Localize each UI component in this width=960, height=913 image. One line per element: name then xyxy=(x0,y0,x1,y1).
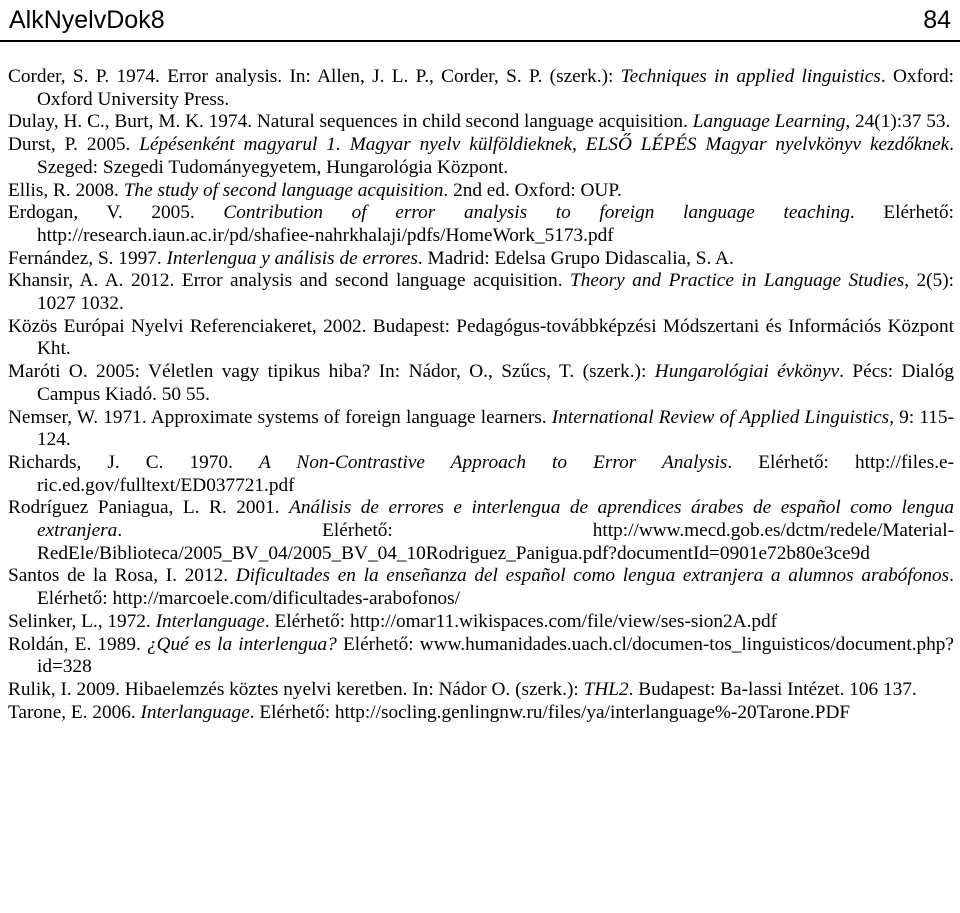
reference-text: , 24(1):37 53. xyxy=(845,111,951,133)
reference-text: Roldán, E. 1989. xyxy=(8,633,147,655)
reference-title-italic: Interlanguage xyxy=(140,701,250,723)
reference-entry xyxy=(8,634,954,679)
reference-title-italic: Interlanguage xyxy=(155,610,265,632)
reference-title-italic: International Review of Applied Linguistics xyxy=(551,406,890,428)
reference-text: . Elérhető: http://marcoele.com/dificultades-arabofonos/ xyxy=(37,565,954,610)
reference-entry xyxy=(8,202,954,247)
reference-text: Corder, S. P. 1974. Error analysis. In: Allen, J. L. P., Corder, S. P. (szerk.): xyxy=(8,66,621,87)
reference-text: Khansir, A. A. 2012. Error analysis and second language acquisition. xyxy=(8,270,571,292)
reference-text: , 2(5): 1027 1032. xyxy=(37,270,955,315)
reference-entry xyxy=(8,180,954,203)
reference-text: . Elérhető: http://files.e-ric.ed.gov/fulltext/ED037721.pdf xyxy=(37,451,955,496)
reference-list xyxy=(8,66,954,724)
reference-entry xyxy=(8,134,954,179)
reference-title-italic: Dificultades en la enseñanza del español como lengua extranjera a alumnos arabófonos xyxy=(235,565,950,587)
reference-title-italic: Contribution of error analysis to foreign language teaching xyxy=(223,202,850,224)
reference-entry xyxy=(8,270,954,315)
reference-entry xyxy=(8,679,954,702)
reference-text: Nemser, W. 1971. Approximate systems of foreign language learners. xyxy=(8,406,552,428)
reference-text: Durst, P. 2005. xyxy=(8,134,140,156)
reference-entry xyxy=(8,407,954,452)
reference-text: . Elérhető: http://research.iaun.ac.ir/pd/shafiee-nahrkhalaji/pdfs/HomeWork_5173.pdf xyxy=(37,202,954,246)
reference-title-italic: THL2 xyxy=(583,678,629,700)
reference-text: Tarone, E. 2006. xyxy=(8,701,141,723)
reference-text: Erdogan, V. 2005. xyxy=(8,202,224,224)
reference-text: Richards, J. C. 1970. xyxy=(8,451,259,473)
reference-entry xyxy=(8,702,954,725)
reference-text: Fernández, S. 1997. xyxy=(8,247,167,269)
reference-entry xyxy=(8,316,954,361)
reference-text: Ellis, R. 2008. xyxy=(8,179,124,201)
reference-entry xyxy=(8,565,954,610)
reference-text: Rulik, I. 2009. Hibaelemzés köztes nyelvi keretben. In: Nádor O. (szerk.): xyxy=(8,678,584,700)
reference-text: . Oxford: Oxford University Press. xyxy=(37,66,954,110)
page-number: 84 xyxy=(923,5,951,34)
reference-title-italic: Techniques in applied linguistics xyxy=(620,66,881,87)
reference-entry xyxy=(8,248,954,271)
reference-entry xyxy=(8,361,954,406)
reference-title-italic: Hungarológiai évkönyv xyxy=(654,361,840,383)
reference-text: Elérhető: www.humanidades.uach.cl/documen-tos_linguisticos/document.php?id=328 xyxy=(37,633,954,678)
reference-text: Közös Európai Nyelvi Referenciakeret, 2002. Budapest: Pedagógus-továbbképzési Módszertani és Információs Központ Kht. xyxy=(8,315,954,360)
reference-entry xyxy=(8,611,954,634)
running-title: AlkNyelvDok8 xyxy=(9,5,165,34)
reference-text: Santos de la Rosa, I. 2012. xyxy=(8,565,236,587)
reference-entry xyxy=(8,111,954,134)
reference-text: , 9: 115-124. xyxy=(37,406,954,451)
reference-text: Selinker, L., 1972. xyxy=(8,610,156,632)
reference-entry xyxy=(8,452,954,497)
reference-entry xyxy=(8,497,954,565)
reference-title-italic: Language Learning xyxy=(692,111,846,133)
reference-text: Maróti O. 2005: Véletlen vagy tipikus hiba? In: Nádor, O., Szűcs, T. (szerk.): xyxy=(8,361,655,383)
reference-title-italic: The study of second language acquisition xyxy=(123,179,444,201)
reference-text: Dulay, H. C., Burt, M. K. 1974. Natural sequences in child second language acquisition. xyxy=(8,111,693,133)
header-rule xyxy=(0,40,960,42)
reference-title-italic: Análisis de errores e interlengua de aprendices árabes de español como lengua extranjera xyxy=(37,497,955,542)
reference-text: . Madrid: Edelsa Grupo Didascalia, S. A. xyxy=(417,247,734,269)
page-header xyxy=(0,0,960,40)
reference-title-italic: Interlengua y análisis de errores xyxy=(166,247,418,269)
reference-text: Rodríguez Paniagua, L. R. 2001. xyxy=(8,497,290,519)
reference-title-italic: A Non-Contrastive Approach to Error Analysis xyxy=(258,451,728,473)
reference-text: . Elérhető: http://omar11.wikispaces.com/file/view/ses-sion2A.pdf xyxy=(264,610,778,632)
reference-title-italic: Theory and Practice in Language Studies xyxy=(570,270,905,292)
reference-title-italic: ¿Qué es la interlengua? xyxy=(146,633,337,655)
reference-text: . 2nd ed. Oxford: OUP. xyxy=(443,179,622,201)
reference-text: . Szeged: Szegedi Tudományegyetem, Hungarológia Központ. xyxy=(37,134,954,178)
reference-entry xyxy=(8,66,954,111)
reference-text: . Elérhető: http://socling.genlingnw.ru/files/ya/interlanguage%-20Tarone.PDF xyxy=(249,701,851,723)
reference-text: . Pécs: Dialóg Campus Kiadó. 50 55. xyxy=(37,361,954,405)
reference-title-italic: Lépésenként magyarul 1. Magyar nyelv külföldieknek, ELSŐ LÉPÉS Magyar nyelvkönyv kezdőknek xyxy=(139,134,950,156)
reference-text: . Budapest: Ba-lassi Intézet. 106 137. xyxy=(628,678,917,700)
reference-text: . Elérhető: http://www.mecd.gob.es/dctm/redele/Material-RedEle/Biblioteca/2005_BV_04/2005_BV_04_10Rodriguez_Panigua.pdf?documentId=0901e72b80e3ce9d xyxy=(37,520,954,564)
